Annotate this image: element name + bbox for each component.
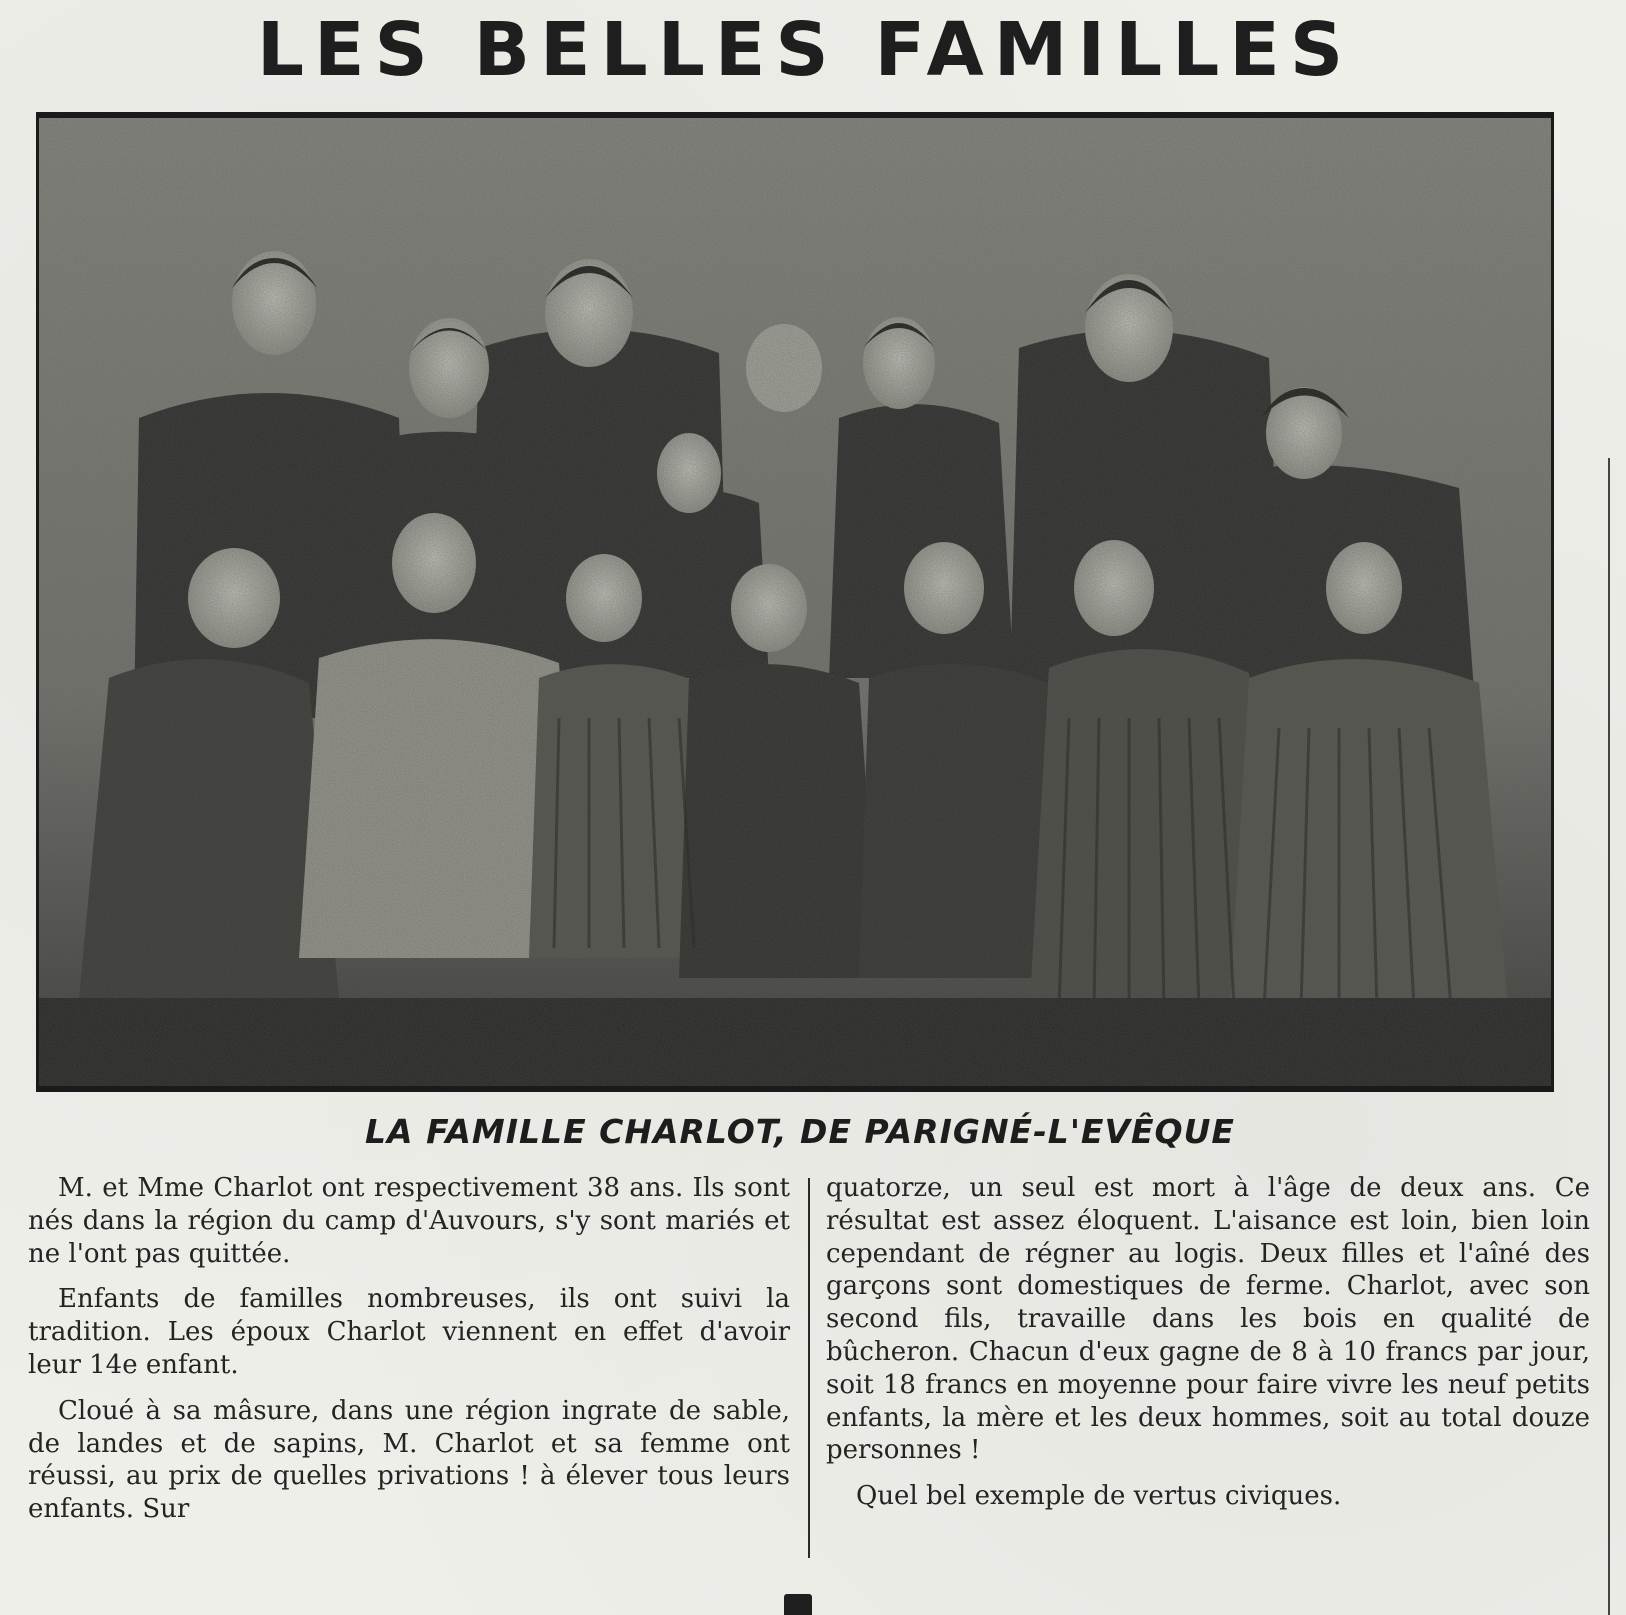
headline: LES BELLES FAMILLES (256, 7, 1354, 93)
article-closing-line: Quel bel exemple de vertus civiques. (856, 1481, 1342, 1512)
family-photo (36, 112, 1554, 1092)
article-paragraph: Enfants de familles nombreuses, ils ont suivi la tradition. Les époux Charlot viennent en effet d'avoir leur 14e enfant. (28, 1284, 790, 1380)
bottom-ornament (784, 1594, 812, 1615)
family-photo-image (39, 118, 1551, 1086)
column-divider (808, 1178, 810, 1558)
article-paragraph: quatorze, un seul est mort à l'âge de deux ans. Ce résultat est assez éloquent. L'aisance est loin, bien loin cependant de régner au logis. Deux filles et l'aîné des garçons sont domestiques de ferme. Charlot, avec son second fils, travaille dans les bois en qualité de bûcheron. Chacun d'eux gagne de 8 à 10 francs par jour, soit 18 francs en moyenne pour faire vivre les neuf petits enfants, la mère et les deux hommes, soit au total douze personnes ! (826, 1173, 1590, 1466)
page-edge-rule (1608, 458, 1610, 1615)
article-right-column (826, 1172, 1590, 1526)
article-paragraph: M. et Mme Charlot ont respectivement 38 ans. Ils sont nés dans la région du camp d'Auvours, s'y sont mariés et ne l'ont pas quittée. (28, 1173, 790, 1269)
photo-caption: LA FAMILLE CHARLOT, DE PARIGNÉ-L'EVÊQUE (365, 1112, 1235, 1151)
article-paragraph: Cloué à sa mâsure, dans une région ingrate de sable, de landes et de sapins, M. Charlot et sa femme ont réussi, au prix de quelles privations ! à élever tous leurs enfants. Sur (28, 1395, 790, 1525)
article-left-column (28, 1172, 790, 1539)
